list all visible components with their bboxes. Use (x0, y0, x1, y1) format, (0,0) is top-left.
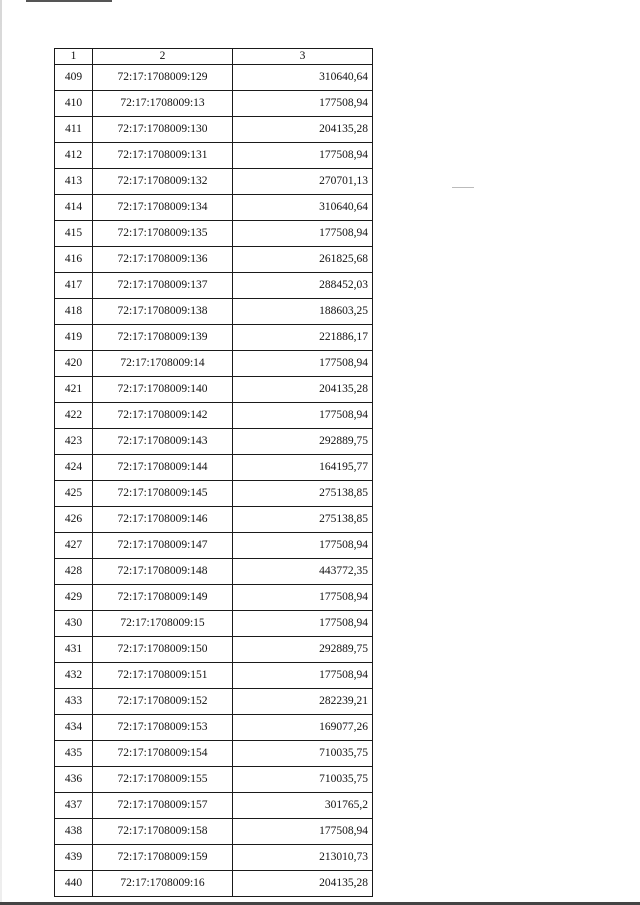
column-header-1: 1 (55, 49, 93, 65)
table-row (55, 637, 373, 663)
row-number-cell: 438 (55, 819, 93, 845)
row-number-cell: 420 (55, 351, 93, 377)
table-row (55, 533, 373, 559)
table-row (55, 559, 373, 585)
row-number-cell: 423 (55, 429, 93, 455)
table-row (55, 585, 373, 611)
table-row (55, 793, 373, 819)
row-number-cell: 437 (55, 793, 93, 819)
value-cell: 443772,35 (233, 559, 373, 585)
value-cell: 177508,94 (233, 91, 373, 117)
table-row (55, 403, 373, 429)
value-cell: 282239,21 (233, 689, 373, 715)
row-number-cell: 428 (55, 559, 93, 585)
row-number-cell: 430 (55, 611, 93, 637)
value-cell: 292889,75 (233, 429, 373, 455)
value-cell: 177508,94 (233, 585, 373, 611)
value-cell: 204135,28 (233, 871, 373, 897)
cadastral-number-cell: 72:17:1708009:151 (93, 663, 233, 689)
value-cell: 310640,64 (233, 65, 373, 91)
cadastral-number-cell: 72:17:1708009:150 (93, 637, 233, 663)
row-number-cell: 433 (55, 689, 93, 715)
value-cell: 177508,94 (233, 611, 373, 637)
row-number-cell: 429 (55, 585, 93, 611)
table-row (55, 481, 373, 507)
column-header-3: 3 (233, 49, 373, 65)
row-number-cell: 412 (55, 143, 93, 169)
table-row (55, 195, 373, 221)
value-cell: 177508,94 (233, 221, 373, 247)
value-cell: 188603,25 (233, 299, 373, 325)
row-number-cell: 418 (55, 299, 93, 325)
value-cell: 221886,17 (233, 325, 373, 351)
table-row (55, 143, 373, 169)
cadastral-number-cell: 72:17:1708009:138 (93, 299, 233, 325)
value-cell: 710035,75 (233, 767, 373, 793)
value-cell: 710035,75 (233, 741, 373, 767)
cadastral-number-cell: 72:17:1708009:147 (93, 533, 233, 559)
value-cell: 204135,28 (233, 377, 373, 403)
table-row (55, 715, 373, 741)
row-number-cell: 425 (55, 481, 93, 507)
row-number-cell: 414 (55, 195, 93, 221)
row-number-cell: 416 (55, 247, 93, 273)
row-number-cell: 435 (55, 741, 93, 767)
cadastral-number-cell: 72:17:1708009:15 (93, 611, 233, 637)
scan-edge-left (0, 0, 2, 905)
row-number-cell: 436 (55, 767, 93, 793)
cadastral-number-cell: 72:17:1708009:129 (93, 65, 233, 91)
table-row (55, 429, 373, 455)
row-number-cell: 431 (55, 637, 93, 663)
value-cell: 301765,2 (233, 793, 373, 819)
row-number-cell: 419 (55, 325, 93, 351)
data-table (54, 48, 373, 897)
row-number-cell: 417 (55, 273, 93, 299)
row-number-cell: 410 (55, 91, 93, 117)
scan-artifact-dash (452, 187, 474, 188)
value-cell: 275138,85 (233, 481, 373, 507)
scan-mark-top (26, 0, 112, 2)
table-row (55, 117, 373, 143)
table-row (55, 819, 373, 845)
row-number-cell: 421 (55, 377, 93, 403)
cadastral-number-cell: 72:17:1708009:158 (93, 819, 233, 845)
cadastral-number-cell: 72:17:1708009:140 (93, 377, 233, 403)
row-number-cell: 427 (55, 533, 93, 559)
value-cell: 261825,68 (233, 247, 373, 273)
cadastral-number-cell: 72:17:1708009:136 (93, 247, 233, 273)
cadastral-number-cell: 72:17:1708009:132 (93, 169, 233, 195)
row-number-cell: 432 (55, 663, 93, 689)
table-row (55, 299, 373, 325)
value-cell: 310640,64 (233, 195, 373, 221)
table-row (55, 377, 373, 403)
value-cell: 177508,94 (233, 819, 373, 845)
cadastral-number-cell: 72:17:1708009:142 (93, 403, 233, 429)
table-row (55, 351, 373, 377)
table-row (55, 767, 373, 793)
table-row (55, 741, 373, 767)
value-cell: 177508,94 (233, 403, 373, 429)
table-row (55, 65, 373, 91)
value-cell: 169077,26 (233, 715, 373, 741)
row-number-cell: 413 (55, 169, 93, 195)
value-cell: 275138,85 (233, 507, 373, 533)
table-row (55, 221, 373, 247)
table-row (55, 247, 373, 273)
row-number-cell: 422 (55, 403, 93, 429)
table-body (55, 65, 373, 897)
cadastral-number-cell: 72:17:1708009:13 (93, 91, 233, 117)
value-cell: 204135,28 (233, 117, 373, 143)
table-row (55, 325, 373, 351)
cadastral-number-cell: 72:17:1708009:143 (93, 429, 233, 455)
row-number-cell: 424 (55, 455, 93, 481)
table-row (55, 871, 373, 897)
cadastral-number-cell: 72:17:1708009:14 (93, 351, 233, 377)
value-cell: 270701,13 (233, 169, 373, 195)
row-number-cell: 426 (55, 507, 93, 533)
cadastral-number-cell: 72:17:1708009:145 (93, 481, 233, 507)
cadastral-number-cell: 72:17:1708009:130 (93, 117, 233, 143)
row-number-cell: 409 (55, 65, 93, 91)
cadastral-number-cell: 72:17:1708009:137 (93, 273, 233, 299)
cadastral-number-cell: 72:17:1708009:131 (93, 143, 233, 169)
cadastral-number-cell: 72:17:1708009:144 (93, 455, 233, 481)
cadastral-number-cell: 72:17:1708009:153 (93, 715, 233, 741)
value-cell: 177508,94 (233, 351, 373, 377)
row-number-cell: 439 (55, 845, 93, 871)
cadastral-number-cell: 72:17:1708009:152 (93, 689, 233, 715)
table-row (55, 663, 373, 689)
column-header-2: 2 (93, 49, 233, 65)
value-cell: 164195,77 (233, 455, 373, 481)
table-row (55, 845, 373, 871)
row-number-cell: 440 (55, 871, 93, 897)
table-row (55, 611, 373, 637)
value-cell: 177508,94 (233, 143, 373, 169)
row-number-cell: 411 (55, 117, 93, 143)
table-row (55, 455, 373, 481)
table-row (55, 169, 373, 195)
value-cell: 292889,75 (233, 637, 373, 663)
table-row (55, 689, 373, 715)
row-number-cell: 434 (55, 715, 93, 741)
value-cell: 213010,73 (233, 845, 373, 871)
table-row (55, 507, 373, 533)
cadastral-number-cell: 72:17:1708009:134 (93, 195, 233, 221)
cadastral-number-cell: 72:17:1708009:149 (93, 585, 233, 611)
cadastral-number-cell: 72:17:1708009:135 (93, 221, 233, 247)
cadastral-number-cell: 72:17:1708009:155 (93, 767, 233, 793)
cadastral-number-cell: 72:17:1708009:159 (93, 845, 233, 871)
table-row (55, 91, 373, 117)
cadastral-number-cell: 72:17:1708009:154 (93, 741, 233, 767)
row-number-cell: 415 (55, 221, 93, 247)
cadastral-number-cell: 72:17:1708009:146 (93, 507, 233, 533)
value-cell: 177508,94 (233, 533, 373, 559)
cadastral-number-cell: 72:17:1708009:148 (93, 559, 233, 585)
value-cell: 177508,94 (233, 663, 373, 689)
table-header-row (55, 49, 373, 65)
value-cell: 288452,03 (233, 273, 373, 299)
cadastral-number-cell: 72:17:1708009:139 (93, 325, 233, 351)
cadastral-number-cell: 72:17:1708009:16 (93, 871, 233, 897)
cadastral-number-cell: 72:17:1708009:157 (93, 793, 233, 819)
table-row (55, 273, 373, 299)
